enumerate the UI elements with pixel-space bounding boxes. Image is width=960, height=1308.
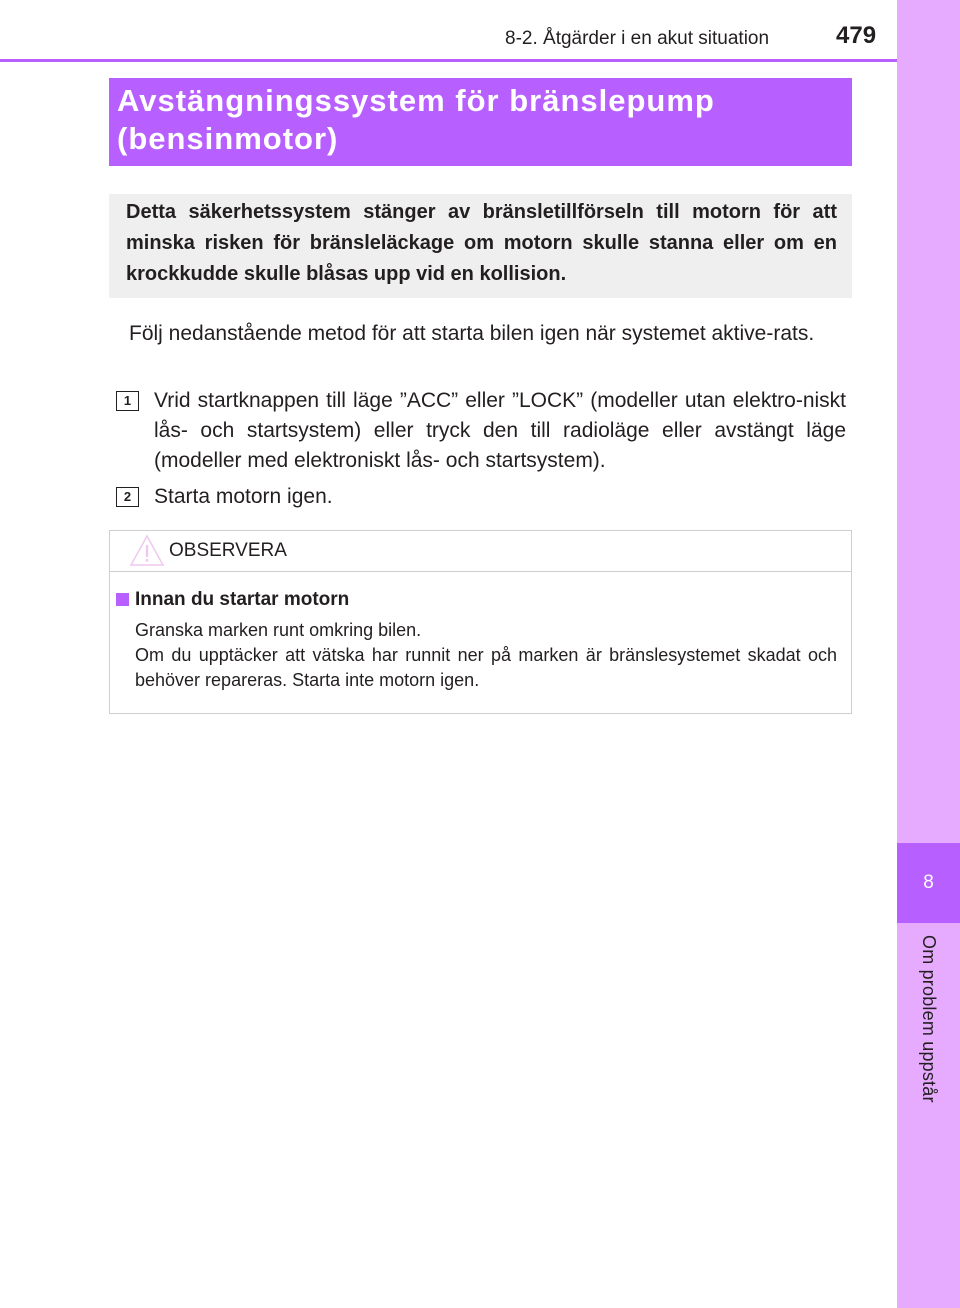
page-title-line-2: (bensinmotor): [117, 121, 339, 156]
caution-line: Granska marken runt omkring bilen.: [135, 620, 422, 640]
body-paragraph: Följ nedanstående metod för att starta bilen igen när systemet aktive-rats.: [129, 322, 815, 345]
step-text: Starta motorn igen.: [154, 485, 333, 508]
page-title: [117, 82, 844, 158]
section-header: 8-2. Åtgärder i en akut situation: [505, 28, 770, 49]
caution-header: [110, 531, 851, 572]
step-text: Vrid startknappen till läge ”ACC” eller ”LOCK” (modeller utan elektro-niskt lås- och startsystem) eller tryck den till radioläge eller avstängt läge (modeller med elektroniskt lås- och startsystem).: [154, 389, 846, 472]
intro-box: [109, 194, 852, 298]
header-rule: [0, 59, 897, 62]
caution-text: [135, 618, 837, 693]
step-number-badge: 1: [116, 391, 139, 411]
chapter-number-box: [897, 843, 960, 923]
chapter-side-tab: [897, 0, 960, 1308]
caution-label: OBSERVERA: [169, 540, 287, 561]
chapter-number: 8: [923, 872, 934, 893]
page-title-line-1: Avstängningssystem för bränslepump: [117, 83, 715, 118]
title-banner: [109, 78, 852, 166]
caution-heading: Innan du startar motorn: [135, 589, 350, 610]
page-number: 479: [836, 22, 877, 49]
caution-line: Om du upptäcker att vätska har runnit ner på marken är bränslesystemet skadat och behöver repareras. Starta inte motorn igen.: [135, 645, 837, 690]
step-number-badge: 2: [116, 487, 139, 507]
square-bullet-icon: [116, 593, 129, 606]
caution-box: [109, 530, 852, 714]
chapter-title: Om problem uppstår: [919, 935, 939, 1103]
intro-text: Detta säkerhetssystem stänger av bränsletillförseln till motorn för att minska risken för bränsleläckage om motorn skulle stanna eller om en krockkudde skulle blåsas upp vid en kollision.: [126, 201, 837, 285]
warning-triangle-icon: [129, 534, 165, 567]
